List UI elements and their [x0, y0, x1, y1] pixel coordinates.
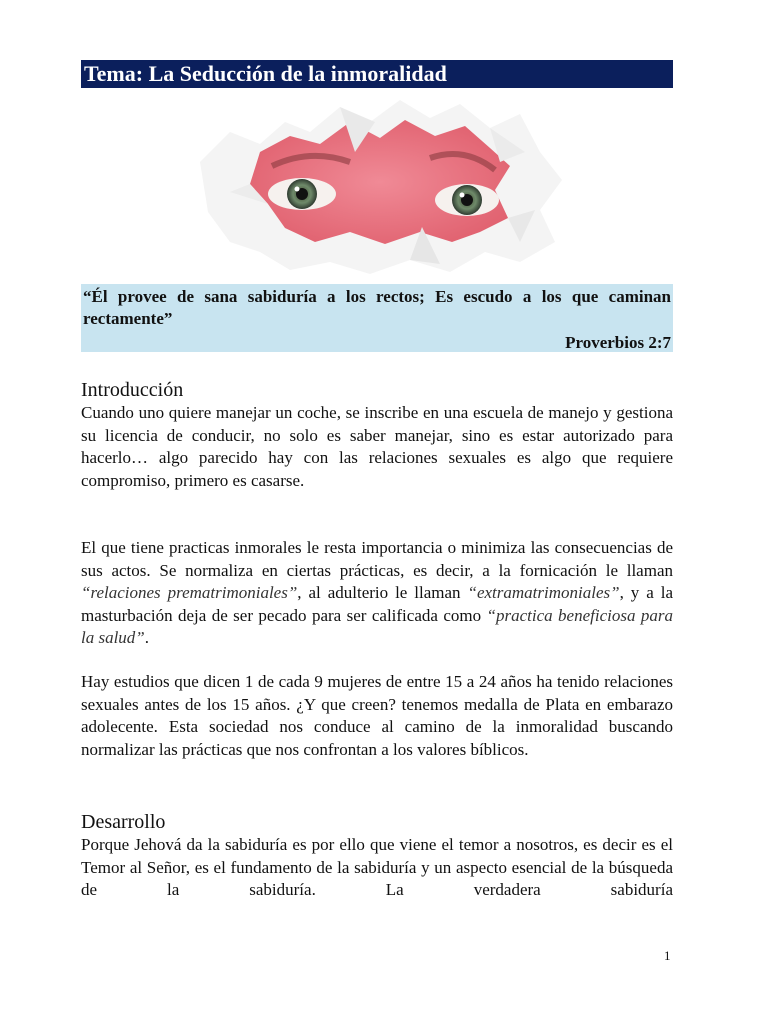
intro-paragraph-2-text-d: .: [144, 628, 150, 647]
term-relaciones-prematrimoniales: “relaciones prematrimoniales”: [81, 583, 298, 602]
intro-paragraph-2: [81, 537, 673, 650]
intro-heading: Introducción: [81, 379, 184, 401]
development-heading: Desarrollo: [81, 811, 166, 833]
intro-paragraph-1: Cuando uno quiere manejar un coche, se inscribe en una escuela de manejo y gestiona su licencia de conducir, no solo es saber manejar, sino es estar autorizado para hacerlo… algo parecido hay con las relaciones sexuales es algo que requiere compromiso, primero es casarse.: [81, 403, 673, 490]
intro-paragraph-2-text-b: , al adulterio le llaman: [297, 583, 468, 602]
torn-paper-eyes-image: [190, 92, 570, 276]
page-number: 1: [664, 948, 671, 963]
intro-paragraph-3: Hay estudios que dicen 1 de cada 9 mujeres de entre 15 a 24 años ha tenido relaciones sexuales antes de los 15 años. ¿Y que creen? tenemos medalla de Plata en embarazo adolecente. Esta sociedad nos conduce al camino de la inmoralidad buscando normalizar las prácticas que nos confrontan a los valores bíblicos.: [81, 672, 673, 759]
intro-paragraph-2-text-c: , y a la masturbación deja de ser pecado para ser calificada como: [81, 583, 673, 625]
document-title: Tema: La Seducción de la inmoralidad: [81, 60, 673, 88]
scripture-quote-text: “Él provee de sana sabiduría a los rectos; Es escudo a los que caminan rectamente”: [83, 287, 671, 328]
term-extramatrimoniales: “extramatrimoniales”: [467, 583, 620, 602]
term-practica-beneficiosa: “practica beneficiosa para la salud”: [81, 605, 673, 647]
scripture-reference: Proverbios 2:7: [565, 333, 671, 352]
scripture-quote-box: [81, 284, 673, 352]
intro-paragraph-2-text-a: El que tiene practicas inmorales le resta importancia o minimiza las consecuencias de sus actos. Se normaliza en ciertas prácticas, es decir, a la fornicación le llaman: [81, 538, 673, 580]
development-paragraph-1: Porque Jehová da la sabiduría es por ello que viene el temor a nosotros, es decir es el Temor al Señor, es el fundamento de la sabiduría y un aspecto esencial de la búsqueda de la sabiduría. La verdadera sabiduría: [81, 835, 673, 899]
